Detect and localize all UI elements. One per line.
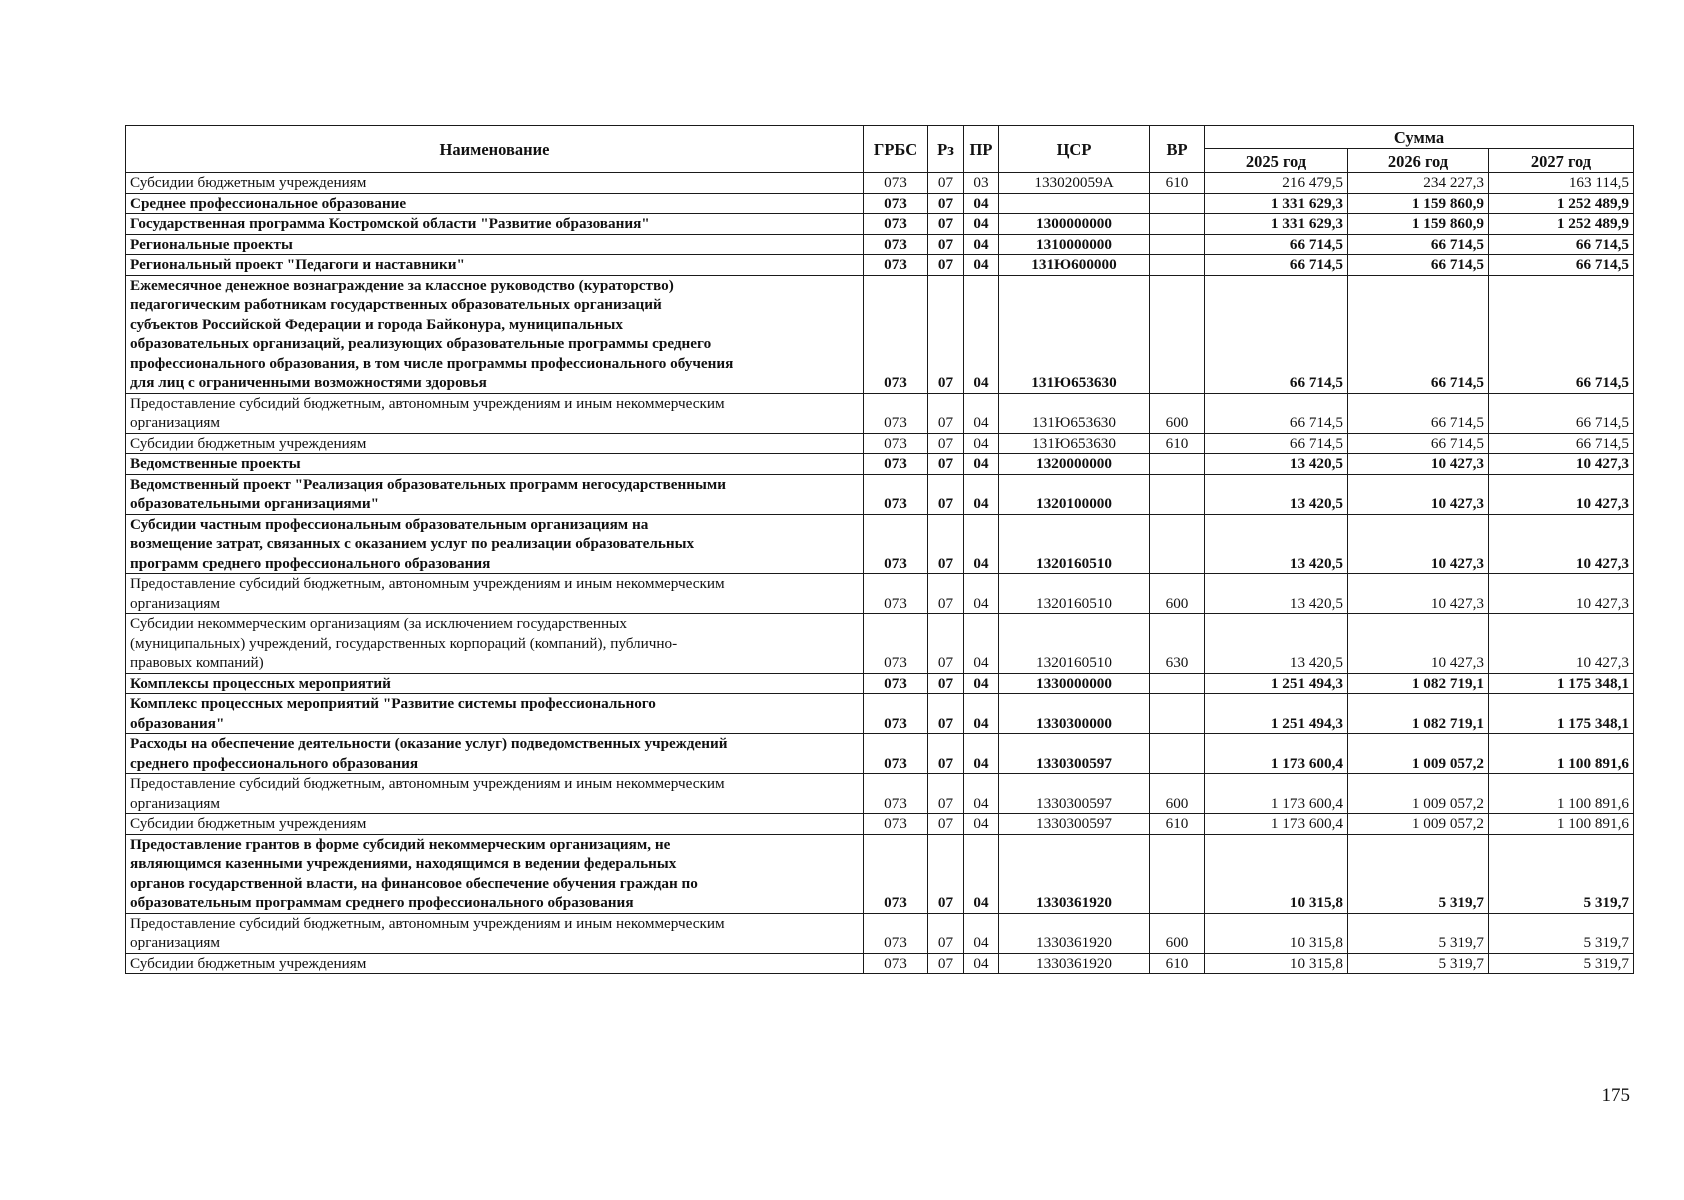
cell-vr xyxy=(1150,694,1205,734)
cell-2027: 5 319,7 xyxy=(1489,834,1634,913)
cell-rz: 07 xyxy=(928,734,964,774)
cell-vr: 600 xyxy=(1150,393,1205,433)
cell-2026: 66 714,5 xyxy=(1348,275,1489,393)
cell-pr: 04 xyxy=(964,574,999,614)
table-row xyxy=(126,953,1634,974)
cell-2025: 10 315,8 xyxy=(1205,913,1348,953)
header-pr: ПР xyxy=(964,126,999,173)
cell-name: Предоставление субсидий бюджетным, автономным учреждениям и иным некоммерческим организациям xyxy=(126,393,864,433)
cell-2026: 66 714,5 xyxy=(1348,433,1489,454)
cell-2026: 1 009 057,2 xyxy=(1348,774,1489,814)
cell-name: Предоставление субсидий бюджетным, автономным учреждениям и иным некоммерческим организациям xyxy=(126,913,864,953)
cell-grbs: 073 xyxy=(864,275,928,393)
cell-2027: 66 714,5 xyxy=(1489,275,1634,393)
cell-name: Субсидии бюджетным учреждениям xyxy=(126,433,864,454)
cell-2025: 13 420,5 xyxy=(1205,514,1348,574)
table-row xyxy=(126,694,1634,734)
table-row xyxy=(126,834,1634,913)
cell-csr: 1320000000 xyxy=(999,454,1150,475)
cell-csr: 131Ю600000 xyxy=(999,255,1150,276)
cell-pr: 04 xyxy=(964,774,999,814)
cell-2027: 10 427,3 xyxy=(1489,454,1634,475)
cell-2025: 10 315,8 xyxy=(1205,834,1348,913)
cell-2025: 13 420,5 xyxy=(1205,614,1348,674)
cell-vr xyxy=(1150,474,1205,514)
cell-pr: 04 xyxy=(964,814,999,835)
cell-pr: 04 xyxy=(964,953,999,974)
cell-pr: 04 xyxy=(964,234,999,255)
cell-name: Субсидии некоммерческим организациям (за исключением государственных (муниципальных) учреждений, государственных корпораций (компаний), публично- правовых компаний) xyxy=(126,614,864,674)
cell-2026: 10 427,3 xyxy=(1348,514,1489,574)
table-body xyxy=(126,173,1634,974)
cell-pr: 04 xyxy=(964,193,999,214)
cell-name: Ведомственный проект "Реализация образовательных программ негосударственными образовательными организациями" xyxy=(126,474,864,514)
cell-name: Региональный проект "Педагоги и наставники" xyxy=(126,255,864,276)
cell-name: Комплексы процессных мероприятий xyxy=(126,673,864,694)
cell-vr: 610 xyxy=(1150,953,1205,974)
cell-csr: 1300000000 xyxy=(999,214,1150,235)
cell-2027: 1 100 891,6 xyxy=(1489,814,1634,835)
cell-vr xyxy=(1150,454,1205,475)
cell-csr: 1320160510 xyxy=(999,614,1150,674)
cell-pr: 04 xyxy=(964,214,999,235)
cell-name: Расходы на обеспечение деятельности (оказание услуг) подведомственных учреждений среднего профессионального образования xyxy=(126,734,864,774)
cell-rz: 07 xyxy=(928,574,964,614)
cell-2026: 5 319,7 xyxy=(1348,913,1489,953)
cell-csr: 1330361920 xyxy=(999,953,1150,974)
cell-grbs: 073 xyxy=(864,614,928,674)
cell-2027: 66 714,5 xyxy=(1489,433,1634,454)
cell-2026: 1 009 057,2 xyxy=(1348,734,1489,774)
cell-2026: 5 319,7 xyxy=(1348,834,1489,913)
cell-2025: 216 479,5 xyxy=(1205,173,1348,194)
cell-rz: 07 xyxy=(928,193,964,214)
table-row xyxy=(126,913,1634,953)
cell-name: Региональные проекты xyxy=(126,234,864,255)
cell-csr: 1320160510 xyxy=(999,514,1150,574)
cell-name: Субсидии бюджетным учреждениям xyxy=(126,814,864,835)
cell-name: Государственная программа Костромской области "Развитие образования" xyxy=(126,214,864,235)
cell-vr xyxy=(1150,214,1205,235)
cell-2026: 1 082 719,1 xyxy=(1348,694,1489,734)
cell-2026: 5 319,7 xyxy=(1348,953,1489,974)
cell-pr: 04 xyxy=(964,275,999,393)
cell-2025: 10 315,8 xyxy=(1205,953,1348,974)
cell-csr: 131Ю653630 xyxy=(999,433,1150,454)
cell-grbs: 073 xyxy=(864,673,928,694)
cell-rz: 07 xyxy=(928,234,964,255)
cell-2026: 10 427,3 xyxy=(1348,474,1489,514)
cell-2026: 66 714,5 xyxy=(1348,393,1489,433)
cell-pr: 04 xyxy=(964,673,999,694)
cell-name: Предоставление грантов в форме субсидий некоммерческим организациям, не являющимся казенными учреждениями, находящимся в ведении федеральных органов государственной власти, на финансовое обеспечение обучения граждан по образовательным программам среднего профессионального образования xyxy=(126,834,864,913)
table-row xyxy=(126,734,1634,774)
cell-rz: 07 xyxy=(928,275,964,393)
table-row xyxy=(126,514,1634,574)
cell-2027: 1 100 891,6 xyxy=(1489,774,1634,814)
cell-csr: 1320160510 xyxy=(999,574,1150,614)
cell-grbs: 073 xyxy=(864,774,928,814)
cell-2025: 1 173 600,4 xyxy=(1205,734,1348,774)
cell-2026: 10 427,3 xyxy=(1348,454,1489,475)
header-rz: Рз xyxy=(928,126,964,173)
cell-2025: 1 173 600,4 xyxy=(1205,774,1348,814)
cell-pr: 04 xyxy=(964,694,999,734)
cell-name: Ежемесячное денежное вознаграждение за классное руководство (кураторство) педагогическим работникам государственных образовательных организаций субъектов Российской Федерации и города Байконура, муниципальных образовательных организаций, реализующих образовательные программы среднего профессионального образования, в том числе программы профессионального обучения для лиц с ограниченными возможностями здоровья xyxy=(126,275,864,393)
cell-2027: 1 175 348,1 xyxy=(1489,694,1634,734)
cell-2025: 1 173 600,4 xyxy=(1205,814,1348,835)
cell-name: Субсидии частным профессиональным образовательным организациям на возмещение затрат, связанных с оказанием услуг по реализации образовательных программ среднего профессионального образования xyxy=(126,514,864,574)
cell-grbs: 073 xyxy=(864,574,928,614)
cell-rz: 07 xyxy=(928,774,964,814)
cell-grbs: 073 xyxy=(864,433,928,454)
cell-name: Комплекс процессных мероприятий "Развитие системы профессионального образования" xyxy=(126,694,864,734)
cell-csr: 1330361920 xyxy=(999,834,1150,913)
cell-vr xyxy=(1150,734,1205,774)
cell-2025: 1 251 494,3 xyxy=(1205,694,1348,734)
cell-name: Предоставление субсидий бюджетным, автономным учреждениям и иным некоммерческим организациям xyxy=(126,774,864,814)
cell-2025: 13 420,5 xyxy=(1205,574,1348,614)
cell-csr: 1330300597 xyxy=(999,734,1150,774)
cell-grbs: 073 xyxy=(864,514,928,574)
cell-pr: 04 xyxy=(964,433,999,454)
cell-rz: 07 xyxy=(928,694,964,734)
table-row xyxy=(126,173,1634,194)
cell-2027: 10 427,3 xyxy=(1489,574,1634,614)
cell-2026: 66 714,5 xyxy=(1348,234,1489,255)
cell-2027: 66 714,5 xyxy=(1489,393,1634,433)
cell-2026: 66 714,5 xyxy=(1348,255,1489,276)
cell-grbs: 073 xyxy=(864,913,928,953)
cell-rz: 07 xyxy=(928,454,964,475)
header-csr: ЦСР xyxy=(999,126,1150,173)
cell-2027: 163 114,5 xyxy=(1489,173,1634,194)
cell-2026: 10 427,3 xyxy=(1348,614,1489,674)
cell-2027: 5 319,7 xyxy=(1489,913,1634,953)
header-vr: ВР xyxy=(1150,126,1205,173)
cell-csr: 1330300000 xyxy=(999,694,1150,734)
cell-2025: 1 251 494,3 xyxy=(1205,673,1348,694)
cell-vr xyxy=(1150,193,1205,214)
cell-vr xyxy=(1150,834,1205,913)
table-row xyxy=(126,474,1634,514)
cell-2026: 1 082 719,1 xyxy=(1348,673,1489,694)
table-row xyxy=(126,574,1634,614)
cell-rz: 07 xyxy=(928,614,964,674)
cell-rz: 07 xyxy=(928,255,964,276)
cell-grbs: 073 xyxy=(864,214,928,235)
table-row xyxy=(126,193,1634,214)
cell-vr: 630 xyxy=(1150,614,1205,674)
header-year-2026: 2026 год xyxy=(1348,149,1489,173)
cell-grbs: 073 xyxy=(864,474,928,514)
cell-2027: 1 252 489,9 xyxy=(1489,214,1634,235)
header-grbs: ГРБС xyxy=(864,126,928,173)
cell-grbs: 073 xyxy=(864,814,928,835)
table-row xyxy=(126,814,1634,835)
header-year-2025: 2025 год xyxy=(1205,149,1348,173)
table-row xyxy=(126,255,1634,276)
cell-2026: 1 009 057,2 xyxy=(1348,814,1489,835)
table-row xyxy=(126,214,1634,235)
cell-2025: 66 714,5 xyxy=(1205,234,1348,255)
cell-csr: 1310000000 xyxy=(999,234,1150,255)
page-number: 175 xyxy=(1601,1085,1630,1106)
header-name: Наименование xyxy=(126,126,864,173)
table-row xyxy=(126,454,1634,475)
cell-2027: 5 319,7 xyxy=(1489,953,1634,974)
cell-vr: 610 xyxy=(1150,814,1205,835)
cell-name: Субсидии бюджетным учреждениям xyxy=(126,173,864,194)
cell-grbs: 073 xyxy=(864,393,928,433)
cell-pr: 04 xyxy=(964,474,999,514)
cell-pr: 04 xyxy=(964,614,999,674)
table-row xyxy=(126,234,1634,255)
cell-2025: 66 714,5 xyxy=(1205,393,1348,433)
table-row xyxy=(126,275,1634,393)
cell-2027: 1 100 891,6 xyxy=(1489,734,1634,774)
cell-2025: 66 714,5 xyxy=(1205,433,1348,454)
table-row xyxy=(126,673,1634,694)
cell-rz: 07 xyxy=(928,474,964,514)
cell-grbs: 073 xyxy=(864,193,928,214)
cell-csr: 1330361920 xyxy=(999,913,1150,953)
cell-grbs: 073 xyxy=(864,834,928,913)
cell-grbs: 073 xyxy=(864,953,928,974)
cell-vr xyxy=(1150,255,1205,276)
cell-2025: 66 714,5 xyxy=(1205,255,1348,276)
table-row xyxy=(126,614,1634,674)
cell-2027: 66 714,5 xyxy=(1489,255,1634,276)
cell-pr: 04 xyxy=(964,834,999,913)
cell-grbs: 073 xyxy=(864,454,928,475)
cell-vr: 600 xyxy=(1150,913,1205,953)
cell-2026: 234 227,3 xyxy=(1348,173,1489,194)
cell-name: Среднее профессиональное образование xyxy=(126,193,864,214)
cell-grbs: 073 xyxy=(864,234,928,255)
cell-2027: 10 427,3 xyxy=(1489,514,1634,574)
cell-name: Субсидии бюджетным учреждениям xyxy=(126,953,864,974)
table-row xyxy=(126,433,1634,454)
table-row xyxy=(126,774,1634,814)
cell-grbs: 073 xyxy=(864,734,928,774)
cell-rz: 07 xyxy=(928,214,964,235)
cell-csr: 1330300597 xyxy=(999,774,1150,814)
cell-pr: 04 xyxy=(964,734,999,774)
cell-rz: 07 xyxy=(928,834,964,913)
cell-vr: 600 xyxy=(1150,774,1205,814)
cell-csr: 131Ю653630 xyxy=(999,275,1150,393)
table-row xyxy=(126,393,1634,433)
cell-csr: 1330300597 xyxy=(999,814,1150,835)
cell-csr: 1330000000 xyxy=(999,673,1150,694)
cell-pr: 04 xyxy=(964,913,999,953)
cell-vr: 610 xyxy=(1150,173,1205,194)
cell-pr: 04 xyxy=(964,454,999,475)
cell-csr: 1320100000 xyxy=(999,474,1150,514)
budget-table xyxy=(125,125,1634,974)
cell-2025: 1 331 629,3 xyxy=(1205,193,1348,214)
cell-2025: 1 331 629,3 xyxy=(1205,214,1348,235)
cell-rz: 07 xyxy=(928,673,964,694)
cell-vr xyxy=(1150,234,1205,255)
cell-rz: 07 xyxy=(928,953,964,974)
cell-pr: 04 xyxy=(964,393,999,433)
cell-rz: 07 xyxy=(928,913,964,953)
cell-pr: 04 xyxy=(964,255,999,276)
cell-2026: 10 427,3 xyxy=(1348,574,1489,614)
table-header xyxy=(126,126,1634,173)
cell-vr: 600 xyxy=(1150,574,1205,614)
cell-pr: 04 xyxy=(964,514,999,574)
cell-2027: 1 175 348,1 xyxy=(1489,673,1634,694)
cell-grbs: 073 xyxy=(864,694,928,734)
cell-csr: 131Ю653630 xyxy=(999,393,1150,433)
cell-name: Ведомственные проекты xyxy=(126,454,864,475)
cell-2027: 1 252 489,9 xyxy=(1489,193,1634,214)
cell-pr: 03 xyxy=(964,173,999,194)
cell-csr xyxy=(999,193,1150,214)
cell-2027: 10 427,3 xyxy=(1489,474,1634,514)
cell-2025: 13 420,5 xyxy=(1205,474,1348,514)
cell-2026: 1 159 860,9 xyxy=(1348,214,1489,235)
header-sum: Сумма xyxy=(1205,126,1634,149)
cell-2027: 66 714,5 xyxy=(1489,234,1634,255)
cell-2025: 66 714,5 xyxy=(1205,275,1348,393)
cell-vr xyxy=(1150,275,1205,393)
cell-rz: 07 xyxy=(928,433,964,454)
cell-grbs: 073 xyxy=(864,255,928,276)
cell-grbs: 073 xyxy=(864,173,928,194)
cell-rz: 07 xyxy=(928,393,964,433)
header-year-2027: 2027 год xyxy=(1489,149,1634,173)
cell-vr xyxy=(1150,514,1205,574)
cell-vr xyxy=(1150,673,1205,694)
cell-name: Предоставление субсидий бюджетным, автономным учреждениям и иным некоммерческим организациям xyxy=(126,574,864,614)
cell-rz: 07 xyxy=(928,814,964,835)
cell-vr: 610 xyxy=(1150,433,1205,454)
cell-2025: 13 420,5 xyxy=(1205,454,1348,475)
cell-rz: 07 xyxy=(928,514,964,574)
cell-2026: 1 159 860,9 xyxy=(1348,193,1489,214)
cell-2027: 10 427,3 xyxy=(1489,614,1634,674)
cell-csr: 133020059А xyxy=(999,173,1150,194)
cell-rz: 07 xyxy=(928,173,964,194)
